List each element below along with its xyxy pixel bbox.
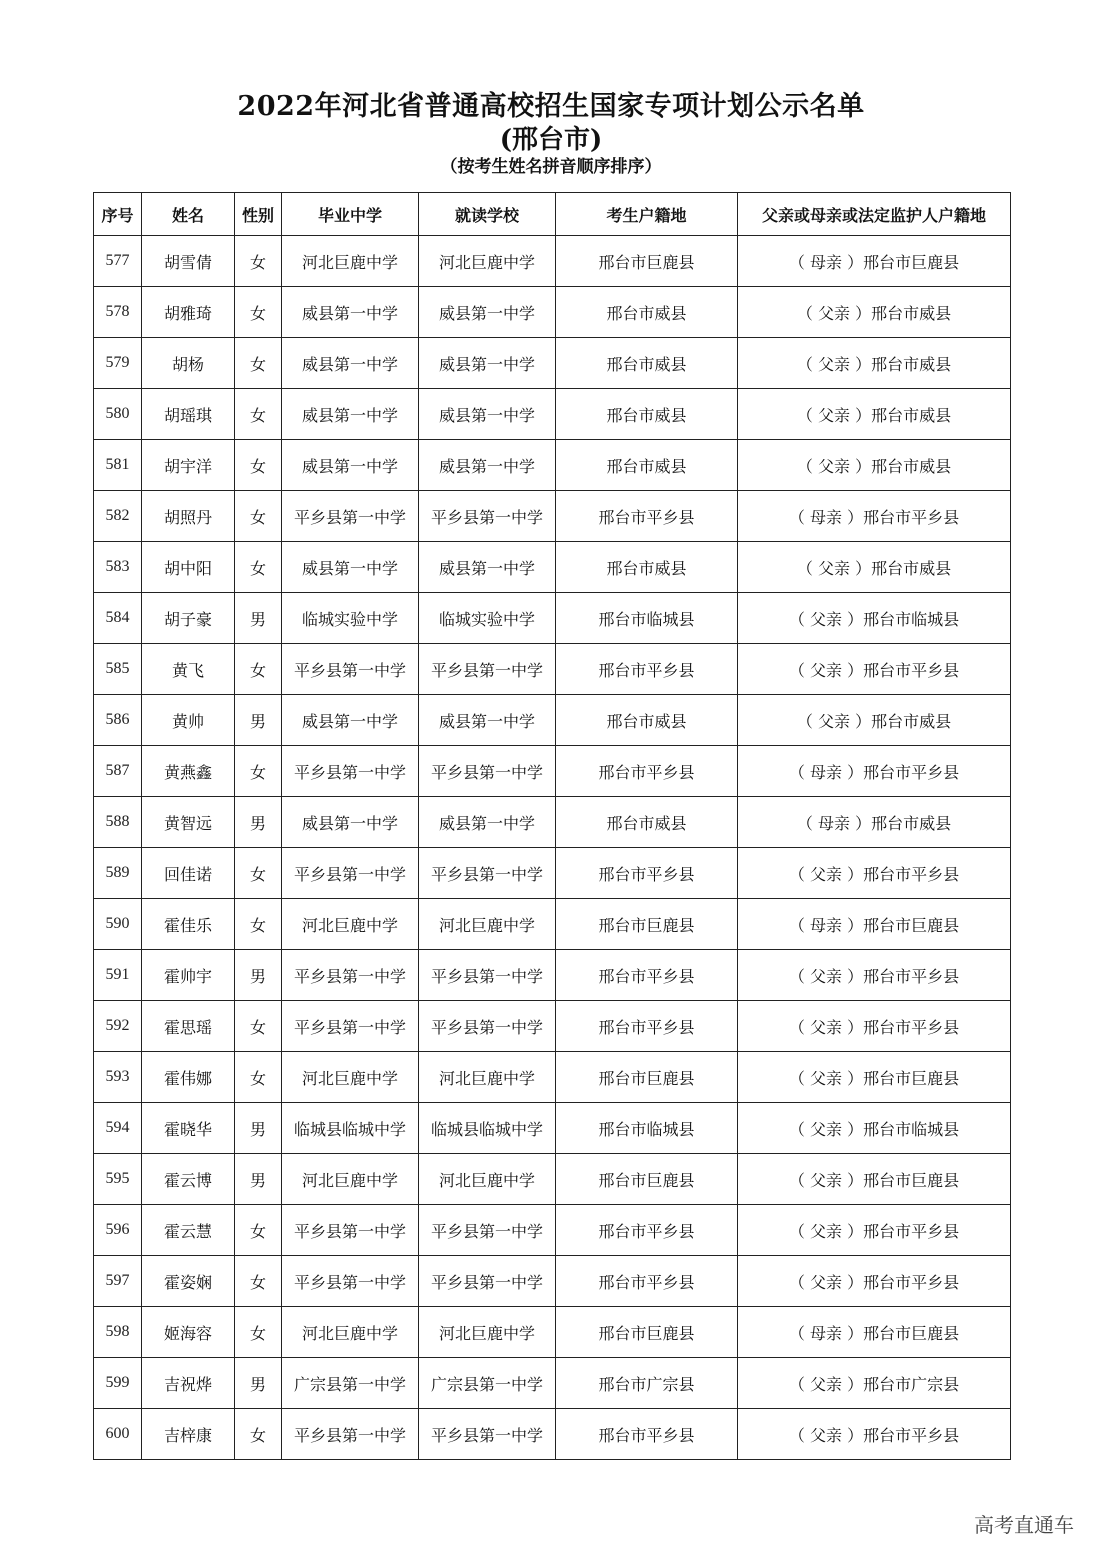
cell-guardian-hukou: （ 父亲 ）邢台市广宗县 bbox=[738, 1358, 1011, 1409]
table-row bbox=[94, 542, 1011, 593]
cell-gender: 女 bbox=[235, 899, 282, 950]
cell-seq: 593 bbox=[94, 1052, 142, 1103]
cell-grad-school: 平乡县第一中学 bbox=[282, 644, 419, 695]
table-row bbox=[94, 1307, 1011, 1358]
header-current-school: 就读学校 bbox=[419, 193, 556, 236]
cell-current-school: 威县第一中学 bbox=[419, 287, 556, 338]
table-row bbox=[94, 491, 1011, 542]
cell-hukou: 邢台市威县 bbox=[556, 797, 738, 848]
cell-seq: 595 bbox=[94, 1154, 142, 1205]
cell-seq: 596 bbox=[94, 1205, 142, 1256]
cell-seq: 598 bbox=[94, 1307, 142, 1358]
cell-current-school: 平乡县第一中学 bbox=[419, 644, 556, 695]
cell-name: 霍云博 bbox=[142, 1154, 235, 1205]
cell-hukou: 邢台市平乡县 bbox=[556, 848, 738, 899]
cell-current-school: 平乡县第一中学 bbox=[419, 491, 556, 542]
cell-seq: 597 bbox=[94, 1256, 142, 1307]
header-row bbox=[94, 193, 1011, 236]
cell-current-school: 威县第一中学 bbox=[419, 389, 556, 440]
cell-current-school: 平乡县第一中学 bbox=[419, 1001, 556, 1052]
cell-guardian-hukou: （ 父亲 ）邢台市威县 bbox=[738, 695, 1011, 746]
cell-hukou: 邢台市巨鹿县 bbox=[556, 1154, 738, 1205]
cell-guardian-hukou: （ 父亲 ）邢台市平乡县 bbox=[738, 950, 1011, 1001]
cell-gender: 女 bbox=[235, 1307, 282, 1358]
table-row bbox=[94, 1256, 1011, 1307]
cell-hukou: 邢台市平乡县 bbox=[556, 1409, 738, 1460]
cell-gender: 女 bbox=[235, 542, 282, 593]
cell-guardian-hukou: （ 父亲 ）邢台市平乡县 bbox=[738, 1256, 1011, 1307]
cell-hukou: 邢台市巨鹿县 bbox=[556, 899, 738, 950]
cell-guardian-hukou: （ 父亲 ）邢台市平乡县 bbox=[738, 1001, 1011, 1052]
cell-grad-school: 平乡县第一中学 bbox=[282, 950, 419, 1001]
cell-name: 霍伟娜 bbox=[142, 1052, 235, 1103]
cell-hukou: 邢台市平乡县 bbox=[556, 1256, 738, 1307]
table-row bbox=[94, 797, 1011, 848]
table-row bbox=[94, 1154, 1011, 1205]
cell-seq: 592 bbox=[94, 1001, 142, 1052]
table-row bbox=[94, 746, 1011, 797]
cell-guardian-hukou: （ 母亲 ）邢台市巨鹿县 bbox=[738, 236, 1011, 287]
cell-current-school: 平乡县第一中学 bbox=[419, 1205, 556, 1256]
cell-guardian-hukou: （ 父亲 ）邢台市威县 bbox=[738, 542, 1011, 593]
watermark: 高考直通车 bbox=[974, 1513, 1074, 1537]
sort-note: （按考生姓名拼音顺序排序） bbox=[440, 157, 662, 177]
cell-name: 姬海容 bbox=[142, 1307, 235, 1358]
cell-gender: 女 bbox=[235, 746, 282, 797]
cell-current-school: 威县第一中学 bbox=[419, 338, 556, 389]
cell-name: 胡照丹 bbox=[142, 491, 235, 542]
cell-name: 胡子豪 bbox=[142, 593, 235, 644]
table-row bbox=[94, 287, 1011, 338]
cell-guardian-hukou: （ 父亲 ）邢台市威县 bbox=[738, 338, 1011, 389]
cell-guardian-hukou: （ 父亲 ）邢台市平乡县 bbox=[738, 644, 1011, 695]
cell-gender: 男 bbox=[235, 950, 282, 1001]
cell-gender: 女 bbox=[235, 848, 282, 899]
cell-grad-school: 河北巨鹿中学 bbox=[282, 1052, 419, 1103]
cell-gender: 男 bbox=[235, 1103, 282, 1154]
cell-current-school: 河北巨鹿中学 bbox=[419, 1307, 556, 1358]
cell-gender: 男 bbox=[235, 1358, 282, 1409]
cell-current-school: 平乡县第一中学 bbox=[419, 848, 556, 899]
cell-name: 霍帅宇 bbox=[142, 950, 235, 1001]
cell-current-school: 河北巨鹿中学 bbox=[419, 1154, 556, 1205]
cell-grad-school: 河北巨鹿中学 bbox=[282, 236, 419, 287]
cell-seq: 582 bbox=[94, 491, 142, 542]
cell-current-school: 威县第一中学 bbox=[419, 542, 556, 593]
cell-seq: 583 bbox=[94, 542, 142, 593]
cell-grad-school: 威县第一中学 bbox=[282, 287, 419, 338]
cell-seq: 587 bbox=[94, 746, 142, 797]
cell-gender: 女 bbox=[235, 389, 282, 440]
cell-name: 胡中阳 bbox=[142, 542, 235, 593]
cell-gender: 女 bbox=[235, 644, 282, 695]
cell-seq: 580 bbox=[94, 389, 142, 440]
cell-gender: 女 bbox=[235, 491, 282, 542]
cell-gender: 女 bbox=[235, 287, 282, 338]
cell-guardian-hukou: （ 母亲 ）邢台市平乡县 bbox=[738, 746, 1011, 797]
cell-name: 霍佳乐 bbox=[142, 899, 235, 950]
cell-seq: 589 bbox=[94, 848, 142, 899]
cell-seq: 588 bbox=[94, 797, 142, 848]
cell-current-school: 临城县临城中学 bbox=[419, 1103, 556, 1154]
cell-name: 吉梓康 bbox=[142, 1409, 235, 1460]
cell-hukou: 邢台市威县 bbox=[556, 542, 738, 593]
cell-hukou: 邢台市威县 bbox=[556, 440, 738, 491]
cell-name: 霍云慧 bbox=[142, 1205, 235, 1256]
roster-table bbox=[93, 192, 1011, 1460]
table-row bbox=[94, 899, 1011, 950]
cell-current-school: 威县第一中学 bbox=[419, 440, 556, 491]
cell-gender: 女 bbox=[235, 1052, 282, 1103]
cell-grad-school: 威县第一中学 bbox=[282, 797, 419, 848]
cell-gender: 女 bbox=[235, 1001, 282, 1052]
cell-guardian-hukou: （ 父亲 ）邢台市临城县 bbox=[738, 1103, 1011, 1154]
cell-name: 胡杨 bbox=[142, 338, 235, 389]
cell-guardian-hukou: （ 母亲 ）邢台市巨鹿县 bbox=[738, 899, 1011, 950]
cell-name: 胡雅琦 bbox=[142, 287, 235, 338]
cell-grad-school: 平乡县第一中学 bbox=[282, 1409, 419, 1460]
table-row bbox=[94, 848, 1011, 899]
table-row bbox=[94, 950, 1011, 1001]
header-guardian-hukou: 父亲或母亲或法定监护人户籍地 bbox=[738, 193, 1011, 236]
cell-seq: 581 bbox=[94, 440, 142, 491]
cell-hukou: 邢台市巨鹿县 bbox=[556, 1307, 738, 1358]
cell-grad-school: 威县第一中学 bbox=[282, 338, 419, 389]
table-row bbox=[94, 1358, 1011, 1409]
cell-gender: 男 bbox=[235, 593, 282, 644]
table-row bbox=[94, 236, 1011, 287]
header-grad-school: 毕业中学 bbox=[282, 193, 419, 236]
cell-hukou: 邢台市广宗县 bbox=[556, 1358, 738, 1409]
cell-seq: 578 bbox=[94, 287, 142, 338]
cell-grad-school: 平乡县第一中学 bbox=[282, 1001, 419, 1052]
cell-grad-school: 临城实验中学 bbox=[282, 593, 419, 644]
cell-gender: 女 bbox=[235, 338, 282, 389]
cell-guardian-hukou: （ 父亲 ）邢台市巨鹿县 bbox=[738, 1052, 1011, 1103]
cell-seq: 586 bbox=[94, 695, 142, 746]
cell-current-school: 平乡县第一中学 bbox=[419, 1256, 556, 1307]
cell-hukou: 邢台市威县 bbox=[556, 338, 738, 389]
cell-grad-school: 河北巨鹿中学 bbox=[282, 1307, 419, 1358]
cell-name: 胡宇洋 bbox=[142, 440, 235, 491]
cell-grad-school: 河北巨鹿中学 bbox=[282, 899, 419, 950]
cell-current-school: 河北巨鹿中学 bbox=[419, 1052, 556, 1103]
cell-gender: 女 bbox=[235, 440, 282, 491]
cell-grad-school: 平乡县第一中学 bbox=[282, 491, 419, 542]
cell-name: 回佳诺 bbox=[142, 848, 235, 899]
cell-grad-school: 广宗县第一中学 bbox=[282, 1358, 419, 1409]
cell-hukou: 邢台市平乡县 bbox=[556, 950, 738, 1001]
table-row bbox=[94, 1205, 1011, 1256]
table-row bbox=[94, 440, 1011, 491]
cell-hukou: 邢台市平乡县 bbox=[556, 644, 738, 695]
cell-seq: 594 bbox=[94, 1103, 142, 1154]
cell-guardian-hukou: （ 母亲 ）邢台市威县 bbox=[738, 797, 1011, 848]
roster-body bbox=[94, 236, 1011, 1460]
cell-current-school: 河北巨鹿中学 bbox=[419, 236, 556, 287]
cell-grad-school: 威县第一中学 bbox=[282, 440, 419, 491]
cell-grad-school: 平乡县第一中学 bbox=[282, 746, 419, 797]
cell-hukou: 邢台市平乡县 bbox=[556, 1205, 738, 1256]
cell-grad-school: 平乡县第一中学 bbox=[282, 848, 419, 899]
cell-gender: 男 bbox=[235, 1154, 282, 1205]
cell-grad-school: 威县第一中学 bbox=[282, 389, 419, 440]
header-name: 姓名 bbox=[142, 193, 235, 236]
cell-current-school: 威县第一中学 bbox=[419, 797, 556, 848]
cell-guardian-hukou: （ 父亲 ）邢台市平乡县 bbox=[738, 848, 1011, 899]
cell-hukou: 邢台市威县 bbox=[556, 695, 738, 746]
table-row bbox=[94, 338, 1011, 389]
cell-grad-school: 平乡县第一中学 bbox=[282, 1205, 419, 1256]
cell-current-school: 平乡县第一中学 bbox=[419, 746, 556, 797]
cell-guardian-hukou: （ 父亲 ）邢台市威县 bbox=[738, 440, 1011, 491]
cell-name: 霍姿娴 bbox=[142, 1256, 235, 1307]
table-row bbox=[94, 695, 1011, 746]
cell-seq: 577 bbox=[94, 236, 142, 287]
cell-guardian-hukou: （ 父亲 ）邢台市威县 bbox=[738, 389, 1011, 440]
cell-guardian-hukou: （ 父亲 ）邢台市临城县 bbox=[738, 593, 1011, 644]
cell-grad-school: 威县第一中学 bbox=[282, 542, 419, 593]
table-row bbox=[94, 389, 1011, 440]
document-subtitle: (邢台市) bbox=[499, 125, 603, 155]
cell-name: 胡瑶琪 bbox=[142, 389, 235, 440]
header-seq: 序号 bbox=[94, 193, 142, 236]
cell-gender: 男 bbox=[235, 797, 282, 848]
cell-hukou: 邢台市平乡县 bbox=[556, 746, 738, 797]
cell-hukou: 邢台市巨鹿县 bbox=[556, 236, 738, 287]
cell-grad-school: 河北巨鹿中学 bbox=[282, 1154, 419, 1205]
table-row bbox=[94, 1052, 1011, 1103]
table-row bbox=[94, 1103, 1011, 1154]
cell-seq: 591 bbox=[94, 950, 142, 1001]
cell-gender: 男 bbox=[235, 695, 282, 746]
cell-current-school: 河北巨鹿中学 bbox=[419, 899, 556, 950]
cell-guardian-hukou: （ 父亲 ）邢台市威县 bbox=[738, 287, 1011, 338]
cell-hukou: 邢台市临城县 bbox=[556, 1103, 738, 1154]
cell-grad-school: 临城县临城中学 bbox=[282, 1103, 419, 1154]
cell-name: 吉祝烨 bbox=[142, 1358, 235, 1409]
cell-guardian-hukou: （ 父亲 ）邢台市巨鹿县 bbox=[738, 1154, 1011, 1205]
table-row bbox=[94, 644, 1011, 695]
cell-hukou: 邢台市临城县 bbox=[556, 593, 738, 644]
cell-seq: 585 bbox=[94, 644, 142, 695]
cell-guardian-hukou: （ 父亲 ）邢台市平乡县 bbox=[738, 1205, 1011, 1256]
cell-name: 黄飞 bbox=[142, 644, 235, 695]
cell-guardian-hukou: （ 母亲 ）邢台市平乡县 bbox=[738, 491, 1011, 542]
document-title: 2022年河北省普通高校招生国家专项计划公示名单 bbox=[237, 91, 865, 122]
cell-name: 黄燕鑫 bbox=[142, 746, 235, 797]
cell-current-school: 广宗县第一中学 bbox=[419, 1358, 556, 1409]
cell-seq: 590 bbox=[94, 899, 142, 950]
cell-name: 胡雪倩 bbox=[142, 236, 235, 287]
cell-name: 霍晓华 bbox=[142, 1103, 235, 1154]
cell-hukou: 邢台市平乡县 bbox=[556, 491, 738, 542]
header-gender: 性别 bbox=[235, 193, 282, 236]
cell-gender: 女 bbox=[235, 236, 282, 287]
cell-hukou: 邢台市威县 bbox=[556, 389, 738, 440]
cell-gender: 女 bbox=[235, 1409, 282, 1460]
cell-seq: 599 bbox=[94, 1358, 142, 1409]
cell-gender: 女 bbox=[235, 1256, 282, 1307]
cell-current-school: 平乡县第一中学 bbox=[419, 950, 556, 1001]
cell-hukou: 邢台市平乡县 bbox=[556, 1001, 738, 1052]
cell-grad-school: 威县第一中学 bbox=[282, 695, 419, 746]
cell-seq: 600 bbox=[94, 1409, 142, 1460]
cell-current-school: 临城实验中学 bbox=[419, 593, 556, 644]
cell-guardian-hukou: （ 母亲 ）邢台市巨鹿县 bbox=[738, 1307, 1011, 1358]
cell-current-school: 平乡县第一中学 bbox=[419, 1409, 556, 1460]
header-hukou: 考生户籍地 bbox=[556, 193, 738, 236]
cell-gender: 女 bbox=[235, 1205, 282, 1256]
cell-name: 霍思瑶 bbox=[142, 1001, 235, 1052]
cell-guardian-hukou: （ 父亲 ）邢台市平乡县 bbox=[738, 1409, 1011, 1460]
cell-hukou: 邢台市威县 bbox=[556, 287, 738, 338]
cell-grad-school: 平乡县第一中学 bbox=[282, 1256, 419, 1307]
cell-name: 黄帅 bbox=[142, 695, 235, 746]
table-row bbox=[94, 1409, 1011, 1460]
cell-seq: 579 bbox=[94, 338, 142, 389]
cell-current-school: 威县第一中学 bbox=[419, 695, 556, 746]
table-row bbox=[94, 593, 1011, 644]
table-row bbox=[94, 1001, 1011, 1052]
cell-seq: 584 bbox=[94, 593, 142, 644]
cell-hukou: 邢台市巨鹿县 bbox=[556, 1052, 738, 1103]
cell-name: 黄智远 bbox=[142, 797, 235, 848]
